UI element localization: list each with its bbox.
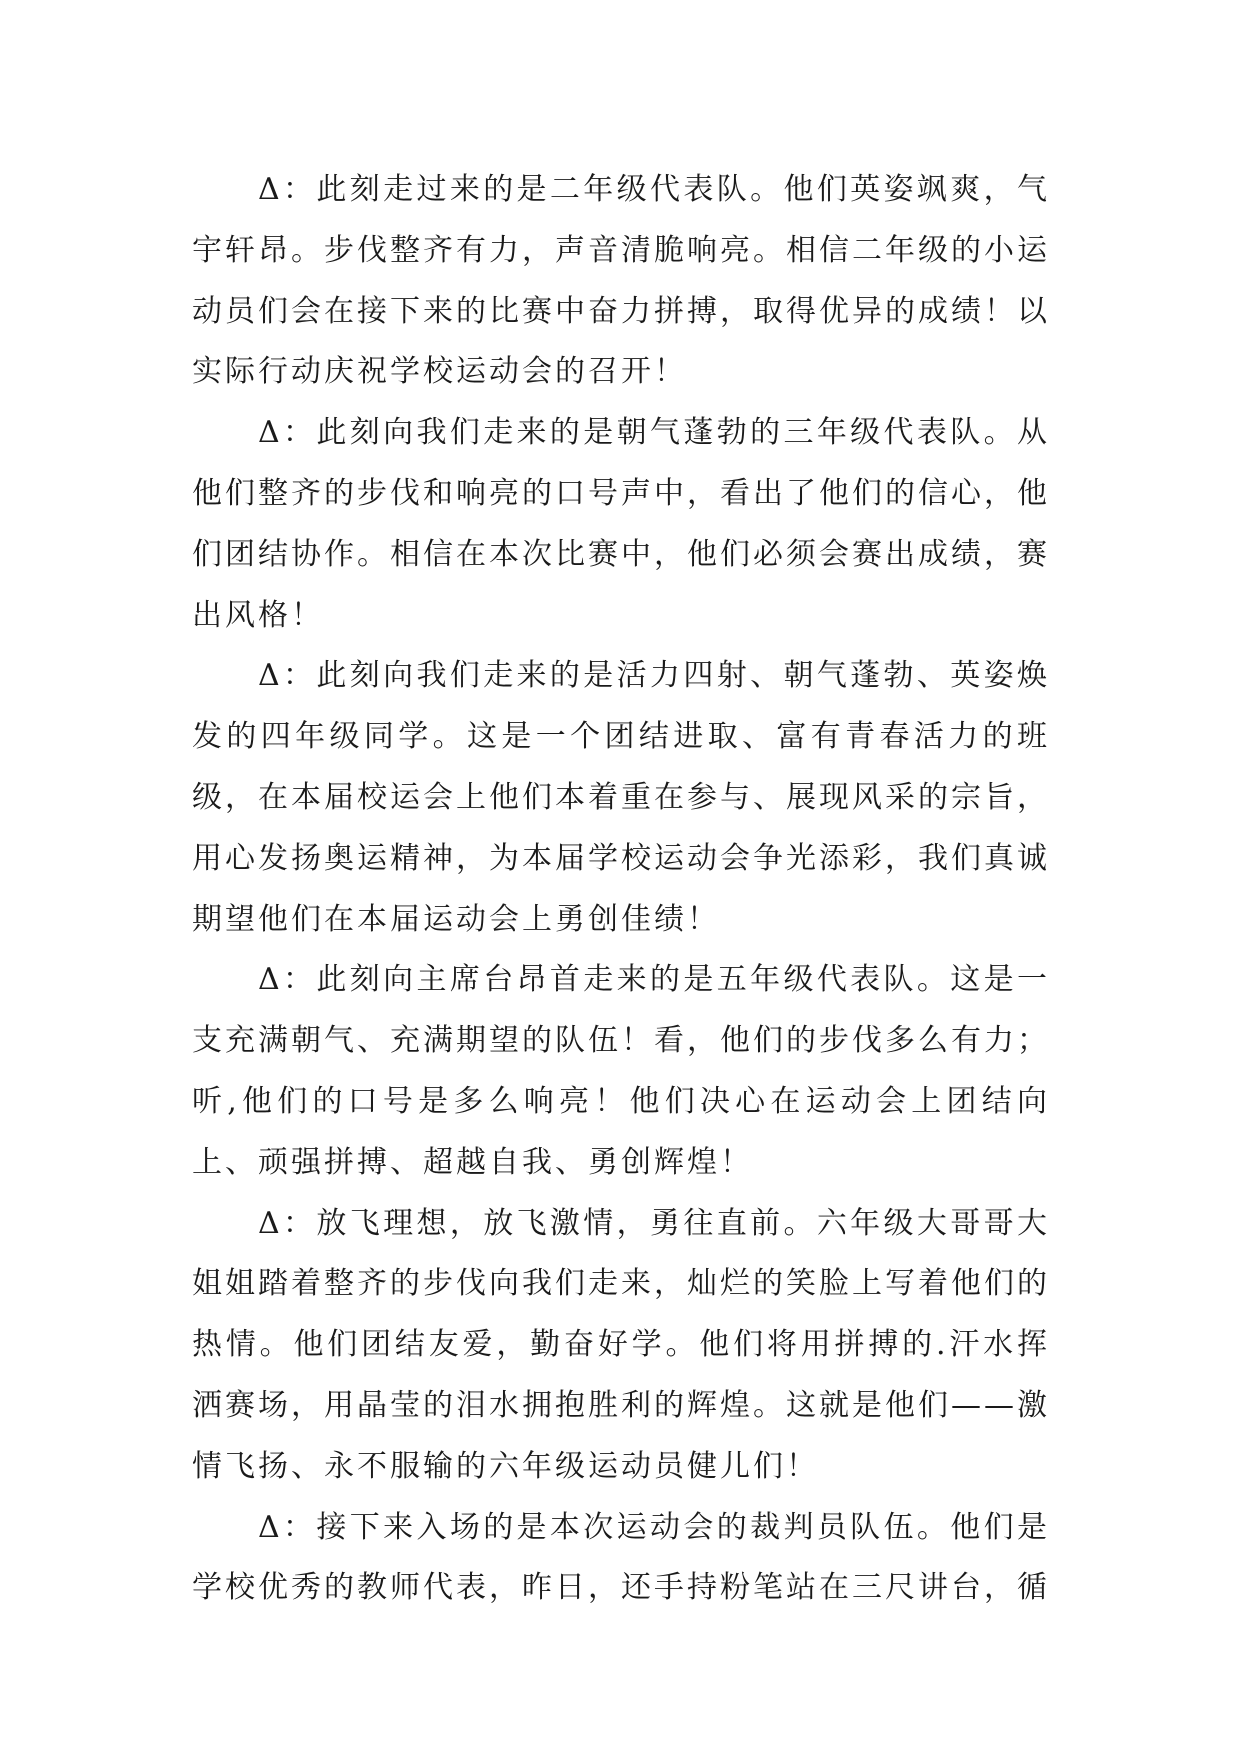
document-body bbox=[192, 160, 1050, 1619]
paragraph-grade-4-team: Δ：此刻向我们走来的是活力四射、朝气蓬勃、英姿焕发的四年级同学。这是一个团结进取、富有青春活力的班级，在本届校运会上他们本着重在参与、展现风采的宗旨，用心发扬奥运精神，为本届学校运动会争光添彩，我们真诚期望他们在本届运动会上勇创佳绩！ bbox=[192, 658, 1050, 937]
paragraph-referee-team: Δ：接下来入场的是本次运动会的裁判员队伍。他们是学校优秀的教师代表，昨日，还手持粉笔站在三尺讲台，循 bbox=[192, 1509, 1050, 1606]
paragraph-grade-5-team: Δ：此刻向主席台昂首走来的是五年级代表队。这是一支充满朝气、充满期望的队伍！看，他们的步伐多么有力；听,他们的口号是多么响亮！他们决心在运动会上团结向上、顽强拼搏、超越自我、勇创辉煌！ bbox=[192, 962, 1050, 1180]
paragraph-grade-2-team: Δ：此刻走过来的是二年级代表队。他们英姿飒爽，气宇轩昂。步伐整齐有力，声音清脆响亮。相信二年级的小运动员们会在接下来的比赛中奋力拼搏，取得优异的成绩！以实际行动庆祝学校运动会的召开！ bbox=[192, 172, 1050, 390]
paragraph-grade-6-team: Δ：放飞理想，放飞激情，勇往直前。六年级大哥哥大姐姐踏着整齐的步伐向我们走来，灿烂的笑脸上写着他们的热情。他们团结友爱，勤奋好学。他们将用拼搏的.汗水挥洒赛场，用晶莹的泪水拥抱胜利的辉煌。这就是他们——激情飞扬、永不服输的六年级运动员健儿们！ bbox=[192, 1205, 1050, 1484]
paragraph-grade-3-team: Δ：此刻向我们走来的是朝气蓬勃的三年级代表队。从他们整齐的步伐和响亮的口号声中，看出了他们的信心，他们团结协作。相信在本次比赛中，他们必须会赛出成绩，赛出风格！ bbox=[192, 415, 1050, 633]
